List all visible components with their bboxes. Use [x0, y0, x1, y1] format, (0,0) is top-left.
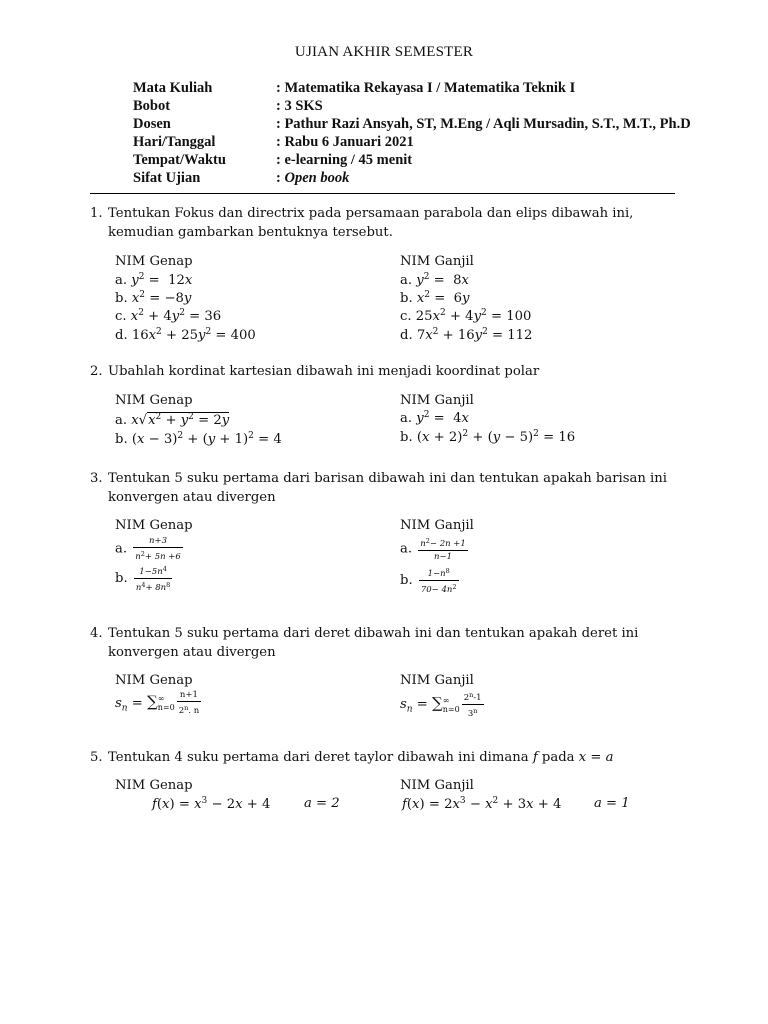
question-5	[90, 748, 680, 767]
q1-even-b: b. $x^2 = -8y$	[115, 290, 192, 306]
q2-even-a: a. $x√x^2 + y^2 = 2y$	[115, 412, 230, 428]
group-even-label: NIM Genap	[115, 518, 193, 533]
info-value: : Matematika Rekayasa I / Matematika Teknik I	[276, 80, 576, 96]
q3-even-a: a. $\frac{n+3}{n^2+ 5n +6}$	[115, 536, 181, 562]
group-even-label: NIM Genap	[115, 254, 193, 269]
q1-even-c: c. $x^2 + 4y^2 = 36$	[115, 308, 222, 324]
group-odd-label: NIM Ganjil	[400, 518, 474, 533]
info-value: : Pathur Razi Ansyah, ST, M.Eng / Aqli Mursadin, S.T., M.T., Ph.D	[276, 116, 691, 132]
question-number: 2.	[90, 364, 103, 379]
question-text: Tentukan 4 suku pertama dari deret taylor dibawah ini dimana f pada x = a	[108, 750, 614, 765]
q5-even-point: a = 2	[304, 796, 340, 811]
info-value: : Open book	[276, 170, 350, 186]
group-even-label: NIM Genap	[115, 778, 193, 793]
q3-even-b: b. $\frac{1-5n^4}{n^4+ 8n^8}$	[115, 565, 171, 593]
question-text: Tentukan 5 suku pertama dari barisan dibawah ini dan tentukan apakah barisan ini konvergen atau divergen	[108, 471, 667, 505]
header-divider	[90, 193, 675, 194]
info-label: Sifat Ujian	[133, 170, 201, 186]
q1-odd-c: c. $25x^2 + 4y^2 = 100$	[400, 308, 532, 324]
question-2	[90, 362, 680, 381]
question-number: 3.	[90, 471, 103, 486]
question-number: 5.	[90, 750, 103, 765]
q1-odd-b: b. $x^2 = 6y$	[400, 290, 470, 306]
q1-odd-a: a. $y^2 = 8x$	[400, 272, 469, 288]
q2-even-b: b. $(x - 3)^2 + (y + 1)^2 = 4$	[115, 431, 282, 447]
info-label: Dosen	[133, 116, 171, 132]
question-text: Ubahlah kordinat kartesian dibawah ini menjadi koordinat polar	[108, 364, 540, 379]
q3-odd-b: b. $\frac{1-n^8}{70- 4n^2}$	[400, 567, 457, 595]
exam-title: UJIAN AKHIR SEMESTER	[294, 44, 474, 60]
q1-odd-d: d. $7x^2 + 16y^2 = 112$	[400, 327, 533, 343]
group-even-label: NIM Genap	[115, 393, 193, 408]
q4-even-series: $s_n$ = ∑∞ n=0 $\frac{n+1}{2^n. n}$	[115, 690, 200, 716]
question-1	[90, 204, 680, 242]
info-value: : Rabu 6 Januari 2021	[276, 134, 414, 150]
q1-even-d: d. $16x^2 + 25y^2 = 400$	[115, 327, 256, 343]
question-4	[90, 624, 680, 662]
q2-odd-a: a. $y^2 = 4x$	[400, 410, 469, 426]
group-odd-label: NIM Ganjil	[400, 778, 474, 793]
question-text: Tentukan Fokus dan directrix pada persamaan parabola dan elips dibawah ini, kemudian gambarkan bentuknya tersebut.	[108, 206, 634, 240]
q4-odd-series: $s_n$ = ∑∞ n=0 $\frac{2^n-1}{3^n}$	[400, 691, 482, 719]
q1-even-a: a. $y^2 = 12x$	[115, 272, 193, 288]
q5-odd-function: $f(x) = 2x^3 - x^2 + 3x + 4$	[402, 796, 562, 812]
group-odd-label: NIM Ganjil	[400, 393, 474, 408]
group-odd-label: NIM Ganjil	[400, 254, 474, 269]
group-odd-label: NIM Ganjil	[400, 673, 474, 688]
group-even-label: NIM Genap	[115, 673, 193, 688]
info-label: Tempat/Waktu	[133, 152, 226, 168]
q5-even-function: $f(x) = x^3 - 2x + 4$	[152, 796, 271, 812]
q3-odd-a: a. $\frac{n^2- 2n +1}{n-1}$	[400, 537, 466, 562]
info-label: Mata Kuliah	[133, 80, 213, 96]
info-label: Bobot	[133, 98, 171, 114]
q2-odd-b: b. $(x + 2)^2 + (y - 5)^2 = 16$	[400, 429, 576, 445]
question-number: 1.	[90, 206, 103, 221]
question-3	[90, 469, 680, 507]
question-number: 4.	[90, 626, 103, 641]
info-label: Hari/Tanggal	[133, 134, 216, 150]
info-value: : 3 SKS	[276, 98, 323, 114]
question-text: Tentukan 5 suku pertama dari deret dibawah ini dan tentukan apakah deret ini konvergen atau divergen	[108, 626, 639, 660]
info-value: : e-learning / 45 menit	[276, 152, 413, 168]
q5-odd-point: a = 1	[594, 796, 630, 811]
